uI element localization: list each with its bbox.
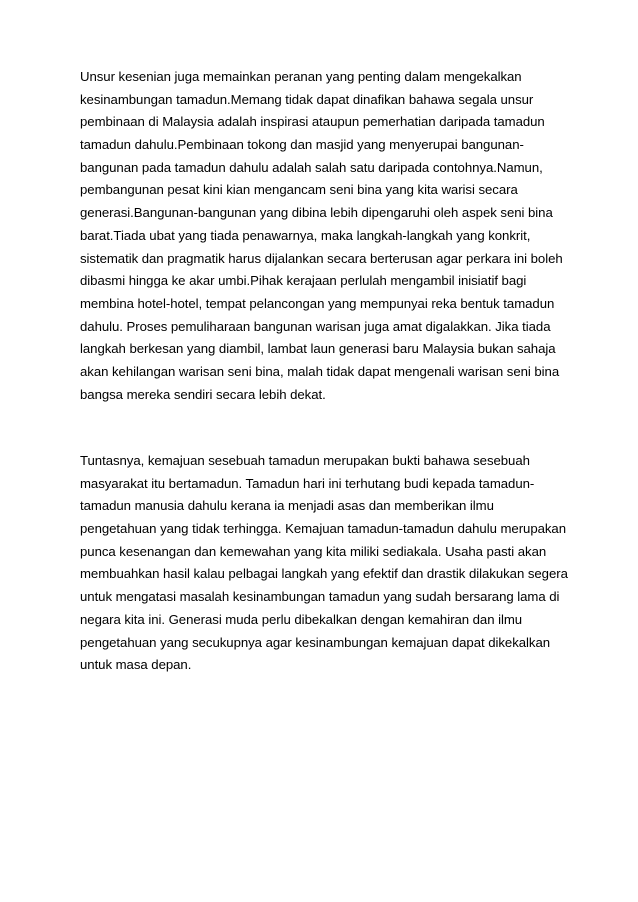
paragraph-kesimpulan xyxy=(80,450,580,677)
text-line: barat.Tiada ubat yang tiada penawarnya, maka langkah-langkah yang konkrit, xyxy=(80,227,531,243)
text-line: bangsa mereka sendiri secara lebih dekat. xyxy=(80,386,326,402)
text-line: pengetahuan yang secukupnya agar kesinambungan kemajuan dapat dikekalkan xyxy=(80,634,551,650)
text-line: untuk masa depan. xyxy=(80,657,192,673)
text-line: pengetahuan yang tidak terhingga. Kemajuan tamadun-tamadun dahulu merupakan xyxy=(80,521,567,537)
text-line: dahulu. Proses pemuliharaan bangunan warisan juga amat digalakkan. Jika tiada xyxy=(80,318,551,334)
paragraph-kesenian xyxy=(80,66,580,406)
text-line: masyarakat itu bertamadun. Tamadun hari ini terhutang budi kepada tamadun- xyxy=(80,475,535,491)
text-line: membina hotel-hotel, tempat pelancongan yang mempunyai reka bentuk tamadun xyxy=(80,295,555,311)
text-line: dibasmi hingga ke akar umbi.Pihak kerajaan perlulah mengambil inisiatif bagi xyxy=(80,273,527,289)
text-line: akan kehilangan warisan seni bina, malah tidak dapat mengenali warisan seni bina xyxy=(80,363,560,379)
text-line: tamadun dahulu.Pembinaan tokong dan masjid yang menyerupai bangunan- xyxy=(80,137,524,153)
text-line: bangunan pada tamadun dahulu adalah salah satu daripada contohnya.Namun, xyxy=(80,159,543,175)
text-line: kesinambungan tamadun.Memang tidak dapat dinafikan bahawa segala unsur xyxy=(80,91,534,107)
text-line: generasi.Bangunan-bangunan yang dibina lebih dipengaruhi oleh aspek seni bina xyxy=(80,205,553,221)
text-line: Unsur kesenian juga memainkan peranan yang penting dalam mengekalkan xyxy=(80,69,522,84)
text-line: punca kesenangan dan kemewahan yang kita miliki sediakala. Usaha pasti akan xyxy=(80,543,547,559)
text-line: pembangunan pesat kini kian mengancam seni bina yang kita warisi secara xyxy=(80,182,518,198)
text-line: sistematik dan pragmatik harus dijalankan secara berterusan agar perkara ini boleh xyxy=(80,250,563,266)
text-line: pembinaan di Malaysia adalah inspirasi ataupun pemerhatian daripada tamadun xyxy=(80,114,545,130)
text-line: untuk mengatasi masalah kesinambungan tamadun yang sudah bersarang lama di xyxy=(80,589,560,605)
text-line: langkah berkesan yang diambil, lambat laun generasi baru Malaysia bukan sahaja xyxy=(80,341,556,357)
text-line: Tuntasnya, kemajuan sesebuah tamadun merupakan bukti bahawa sesebuah xyxy=(80,453,530,468)
text-line: tamadun manusia dahulu kerana ia menjadi asas dan memberikan ilmu xyxy=(80,498,494,514)
text-line: membuahkan hasil kalau pelbagai langkah yang efektif dan drastik dilakukan segera xyxy=(80,566,568,582)
text-line: negara kita ini. Generasi muda perlu dibekalkan dengan kemahiran dan ilmu xyxy=(80,611,523,627)
